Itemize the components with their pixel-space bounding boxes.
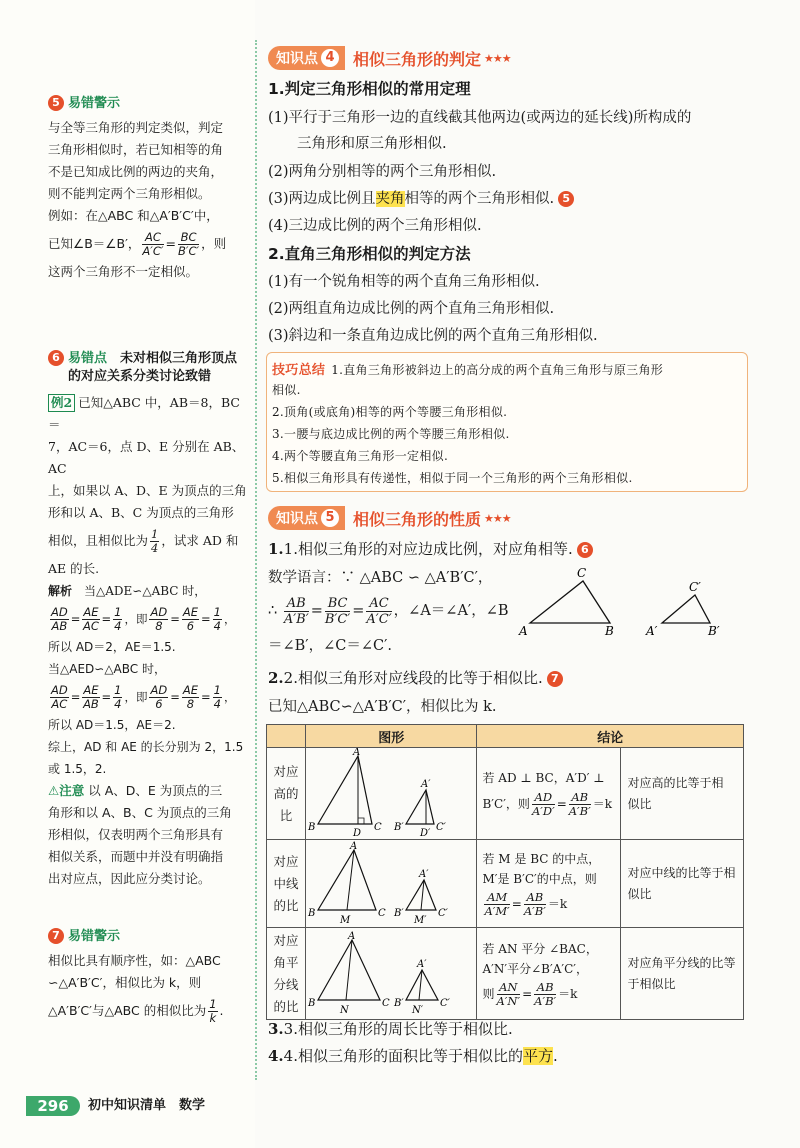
kp5-prop-4: 4.4.相似三角形的面积比等于相似比的平方. xyxy=(268,1047,558,1065)
note-5-example: 例如：在△ABC 和△A′B′C′中， xyxy=(48,208,219,223)
svg-text:A: A xyxy=(353,748,361,758)
note-7-line: 相似比具有顺序性，如：△ABC xyxy=(48,953,221,968)
page-number: 296 xyxy=(26,1096,80,1116)
table-header-conclusion: 结论 xyxy=(477,725,744,748)
conclusion-cell: 对应中线的比等于相 似比 xyxy=(621,840,744,928)
footer xyxy=(0,1086,800,1122)
caution-line: 出对应点，因此应分类讨论。 xyxy=(48,871,211,886)
condition-cell: 若 AN 平分 ∠BAC， A′N′平分∠B′A′C′， 则 $\frac{AN}{A'N'}$ = $\frac{AB}{A'B'}$ ＝k xyxy=(477,928,621,1020)
svg-text:B: B xyxy=(308,822,316,833)
solution-ratio-2: $\frac{AD}{AC}$ = $\frac{AE}{AB}$ = $\frac{1}{4}$ ，即 $\frac{AD}{6}$ = $\frac{AE}{8}$ = $\frac{1}{4}$ ， xyxy=(51,683,236,711)
solution-ratio-1: $\frac{AD}{AB}$ = $\frac{AE}{AC}$ = $\frac{1}{4}$ ，即 $\frac{AD}{8}$ = $\frac{AE}{6}$ = $\frac{1}{4}$ ， xyxy=(51,605,236,633)
note-7 xyxy=(48,928,248,1028)
ref-badge: 6 xyxy=(577,542,593,558)
kp5-prop-2: 2.2.相似三角形对应线段的比等于相似比. 7 xyxy=(268,667,563,688)
svg-text:B′: B′ xyxy=(394,822,404,833)
equals: = xyxy=(165,236,177,251)
figure-cell xyxy=(306,928,477,1020)
vertex-b: B xyxy=(605,624,614,638)
example-2-last: AE 的长. xyxy=(48,561,100,576)
triangle-abc-prime xyxy=(662,595,710,623)
caution-first: ⚠注意 以 A、D、E 为顶点的三 xyxy=(48,783,223,798)
kp5-prop-1: 1.1.相似三角形的对应边成比例，对应角相等. 6 xyxy=(268,538,593,559)
ref-badge: 5 xyxy=(558,191,574,207)
kp4-title xyxy=(268,45,511,71)
kp5-known: 已知△ABC∽△A′B′C′，相似比为 k. xyxy=(268,699,497,715)
row-label: 对应 高的 比 xyxy=(267,748,306,840)
example-2-ratio-line: 相似，且相似比为 $\frac{1}{4}$ ，试求 AD 和 xyxy=(48,527,239,555)
example-2-line: 形和以 A、B、C 为顶点的三角形 xyxy=(48,505,234,520)
conclusion-cell: 对应角平分线的比等 于相似比 xyxy=(621,928,744,1020)
kp5-math-language: 数学语言：∵ △ABC ∽ △A′B′C′， xyxy=(268,570,493,586)
sidebar-divider xyxy=(255,40,257,1080)
kp5-name: 相似三角形的性质 xyxy=(353,509,482,529)
solution-line: 综上，AD 和 AE 的长分别为 2，1.5 xyxy=(48,740,244,754)
svg-text:B: B xyxy=(308,908,316,919)
fraction: $\frac{BC}{B'C'}$ xyxy=(178,230,200,258)
tips-line-3: 3.一腰与底边成比例的两个等腰三角形相似. xyxy=(272,427,510,441)
svg-text:D: D xyxy=(353,828,362,836)
example-2-line: 上，如果以 A、D、E 为顶点的三角 xyxy=(48,483,247,498)
note-5-line: 三角形相似时，若已知相等的角 xyxy=(48,142,224,157)
note-6-badge: 6 xyxy=(48,350,64,366)
svg-text:M′: M′ xyxy=(414,915,427,924)
star-icon: ★★★ xyxy=(484,51,511,65)
solution-line: 或 1.5，2. xyxy=(48,762,107,776)
vertex-c: C xyxy=(577,566,587,580)
condition-text: 已知∠B＝∠B′， xyxy=(48,236,141,251)
tips-line-5: 5.相似三角形具有传递性，相似于同一个三角形的两个三角形相似. xyxy=(272,471,633,485)
table-corner xyxy=(267,725,306,748)
caution-icon: ⚠ xyxy=(48,783,60,798)
kp4-right-3: (3)斜边和一条直角边成比例的两个直角三角形相似. xyxy=(268,328,598,344)
note-5-header xyxy=(48,95,248,113)
note-5-title: 易错警示 xyxy=(68,96,121,111)
kp5-ratios: ∴ $\frac{AB}{A'B'}$ = $\frac{BC}{B'C'}$ = $\frac{AC}{A'C'}$ ，∠A＝∠A′，∠B xyxy=(268,595,509,627)
kp4-section-1: 1.判定三角形相似的常用定理 xyxy=(268,80,471,98)
median-figure xyxy=(306,840,464,924)
note-5-line: 不是已知成比例的两边的夹角， xyxy=(48,164,224,179)
note-7-line: ∽△A′B′C′，相似比为 k，则 xyxy=(48,975,202,990)
tips-line-1: 技巧总结 1.直角三角形被斜边上的高分成的两个直角三角形与原三角形 xyxy=(272,363,664,378)
svg-text:A′: A′ xyxy=(417,959,427,970)
example-2-line: 7，AC＝6，点 D、E 分别在 AB、AC xyxy=(48,439,245,476)
tips-line-4: 4.两个等腰直角三角形一定相似. xyxy=(272,449,449,463)
footer-title: 初中知识清单 数学 xyxy=(88,1098,206,1113)
tips-line-1b: 相似. xyxy=(272,383,301,397)
kp5-angles: ＝∠B′，∠C＝∠C′. xyxy=(268,638,392,654)
svg-text:A: A xyxy=(350,841,358,852)
angle-bisector-figure xyxy=(306,928,464,1016)
note-5-line: 则不能判定两个三角形相似。 xyxy=(48,186,211,201)
solution-line: 当△AED∽△ABC 时， xyxy=(48,662,166,676)
svg-text:A′: A′ xyxy=(419,869,429,880)
kp4-right-1: (1)有一个锐角相等的两个直角三角形相似. xyxy=(268,274,540,290)
table-row xyxy=(267,748,744,840)
altitude-figure xyxy=(306,748,464,836)
svg-text:B′: B′ xyxy=(394,998,404,1009)
figure-cell xyxy=(306,748,477,840)
svg-text:C′: C′ xyxy=(440,998,450,1009)
fraction: $\frac{AC}{A'C'}$ xyxy=(142,230,164,258)
star-icon: ★★★ xyxy=(484,511,511,525)
solution-line: 所以 AD＝2，AE＝1.5. xyxy=(48,640,176,654)
note-7-ratio-line: △A′B′C′与△ABC 的相似比为 $\frac{1}{k}$ . xyxy=(48,997,224,1025)
svg-text:N′: N′ xyxy=(412,1005,424,1016)
ref-badge: 7 xyxy=(547,671,563,687)
solution-line: 解析 当△ADE∽△ABC 时， xyxy=(48,584,207,598)
vertex-c-prime: C′ xyxy=(689,580,701,594)
solution-line: 所以 AD＝1.5，AE＝2. xyxy=(48,718,176,732)
highlight: 夹角 xyxy=(375,191,405,207)
figure-cell xyxy=(306,840,477,928)
row-label: 对应 角平 分线 的比 xyxy=(267,928,306,1020)
kp4-item-2: (2)两角分别相等的两个三角形相似. xyxy=(268,164,497,180)
note-6-title-green: 易错点 xyxy=(68,351,108,366)
svg-text:A′: A′ xyxy=(421,779,431,790)
kp4-item-4: (4)三边成比例的两个三角形相似. xyxy=(268,218,482,234)
table-row xyxy=(267,840,744,928)
kp4-right-2: (2)两组直角边成比例的两个直角三角形相似. xyxy=(268,301,555,317)
row-label: 对应 中线 的比 xyxy=(267,840,306,928)
note-6-title: 未对相似三角形顶点的对应关系分类讨论致错 xyxy=(68,351,238,384)
caution-line: 角形和以 A、B、C 为顶点的三角 xyxy=(48,805,232,820)
note-6-header xyxy=(48,350,248,386)
vertex-a: A xyxy=(519,624,528,638)
note-5-badge: 5 xyxy=(48,95,64,111)
vertex-a-prime: A′ xyxy=(646,624,658,638)
svg-text:C′: C′ xyxy=(436,822,446,833)
table-header-figure: 图形 xyxy=(306,725,477,748)
note-6 xyxy=(48,350,248,890)
tips-box xyxy=(266,352,748,492)
kp4-name: 相似三角形的判定 xyxy=(353,49,482,69)
svg-text:C: C xyxy=(382,998,390,1009)
kp4-label: 知识点 4 xyxy=(268,46,345,70)
property-table xyxy=(266,724,744,1020)
note-5 xyxy=(48,95,248,283)
svg-text:C: C xyxy=(378,908,386,919)
highlight: 平方 xyxy=(523,1047,554,1065)
svg-text:B′: B′ xyxy=(394,908,404,919)
svg-text:B: B xyxy=(308,998,316,1009)
similar-triangles-figure xyxy=(515,565,755,645)
example-tag: 例2 xyxy=(48,394,75,412)
kp5-label: 知识点 5 xyxy=(268,506,345,530)
svg-text:A: A xyxy=(348,931,356,942)
vertex-b-prime: B′ xyxy=(708,624,720,638)
table-row xyxy=(267,928,744,1020)
svg-text:M: M xyxy=(340,915,351,924)
caution-line: 相似关系，而题中并没有明确指 xyxy=(48,849,224,864)
kp5-prop-3: 3.3.相似三角形的周长比等于相似比. xyxy=(268,1020,513,1038)
condition-cell: 若 M 是 BC 的中点， M′是 B′C′的中点，则 $\frac{AM}{A'M'}$ = $\frac{AB}{A'B'}$ ＝k xyxy=(477,840,621,928)
kp5-title xyxy=(268,505,511,531)
note-5-conclusion: 这两个三角形不一定相似。 xyxy=(48,264,199,279)
note-5-line: 与全等三角形的判定类似，判定 xyxy=(48,120,224,135)
condition-cell: 若 AD ⊥ BC，A′D′ ⊥ B′C′，则 $\frac{AD}{A'D'}$ = $\frac{AB}{A'B'}$ ＝k xyxy=(477,748,621,840)
note-5-example-condition xyxy=(48,227,248,261)
kp4-item-3: (3)两边成比例且夹角相等的两个三角形相似. 5 xyxy=(268,187,574,208)
condition-tail: ，则 xyxy=(201,236,227,251)
triangle-abc xyxy=(530,581,610,623)
note-7-title: 易错警示 xyxy=(68,929,121,944)
svg-text:D′: D′ xyxy=(420,828,431,836)
kp4-item-1b: 三角形和原三角形相似. xyxy=(297,136,447,152)
conclusion-cell: 对应高的比等于相 似比 xyxy=(621,748,744,840)
svg-text:C: C xyxy=(374,822,382,833)
svg-text:C′: C′ xyxy=(438,908,448,919)
svg-text:N: N xyxy=(340,1005,349,1016)
note-7-badge: 7 xyxy=(48,928,64,944)
kp4-section-2: 2.直角三角形相似的判定方法 xyxy=(268,245,471,263)
caution-line: 形相似，仅表明两个三角形具有 xyxy=(48,827,224,842)
kp4-item-1a: (1)平行于三角形一边的直线截其他两边(或两边的延长线)所构成的 xyxy=(268,110,692,126)
tips-line-2: 2.顶角(或底角)相等的两个等腰三角形相似. xyxy=(272,405,508,419)
note-7-header xyxy=(48,928,248,946)
example-2-first-line: 例2 已知△ABC 中，AB＝8，BC＝ xyxy=(48,395,240,432)
